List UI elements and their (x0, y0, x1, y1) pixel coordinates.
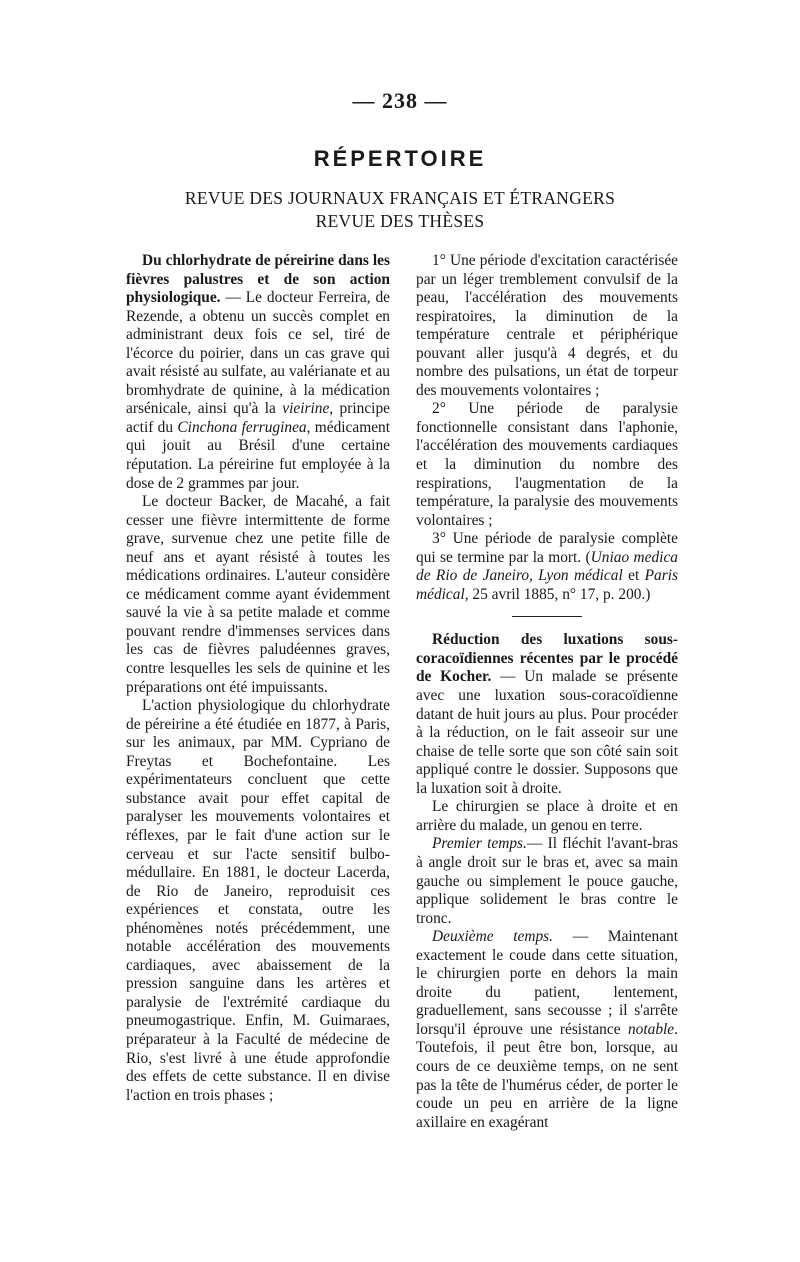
section-heading: RÉPERTOIRE (313, 146, 487, 171)
step-label: Deuxième temps. (432, 928, 554, 946)
list-item: 2° Une période de paralysie fonctionnelle consistant dans l'aphonie, l'accélération des mouvements cardiaques et la diminution du nombre des respirations, l'augmentation de la température, la paralysie des mouvements volontaires ; (416, 400, 678, 529)
article-paragraph (416, 835, 678, 928)
list-item-text: 3° Une période de paralysie complète qui se termine par la mort. ( (416, 530, 678, 566)
article-text: — Il fléchit l'avant-bras à angle droit sur le bras et, avec sa main gauche ou simplement le pouce gauche, applique solidement le bras contre le tronc. (416, 835, 678, 927)
subheading-journals: REVUE DES JOURNAUX FRANÇAIS ET ÉTRANGERS (184, 188, 616, 208)
citation-journal: Paris médical (416, 567, 678, 603)
article-text: — Un malade se présente avec une luxation sous-coracoïdienne datant de huit jours au plus. Pour procéder à la réduction, on le fait asseoir sur une chaise de telle sorte que son côté sain soit appliqué contre le dossier. Supposons que la luxation soit à droite. (416, 668, 678, 797)
citation-journal: Uniao medica de Rio de Janeiro, Lyon médical (416, 548, 678, 585)
italic-term: Cinchona ferruginea (177, 418, 307, 436)
right-column (416, 252, 678, 1132)
article-text: . Toutefois, il peut être bon, lorsque, au cours de ce deuxième temps, on ne sent pas la tête de l'humérus céder, de porter le coude un peu en arrière de la ligne axillaire en exagérant (416, 1020, 678, 1131)
article-paragraph: Le chirurgien se place à droite et en arrière du malade, un genou en terre. (416, 798, 678, 834)
article-paragraph (126, 252, 390, 493)
article-title: Du chlorhydrate de péreirine dans les fièvres palustres et de son action physiologique. (126, 252, 390, 307)
article-text: — Le docteur Ferreira, de Rezende, a obtenu un succès complet en administrant deux fois ce sel, tiré de l'écorce du poirier, dans un cas grave qui avait résisté au sulfate, au valérianate et au bromhydrate de quinine, à la médication arsénicale, ainsi qu'à la (126, 289, 390, 418)
italic-term: vieirine (282, 400, 330, 418)
left-column (126, 252, 390, 1105)
section-divider (512, 616, 582, 617)
step-label: Premier temps. (432, 835, 527, 853)
article-paragraph (416, 631, 678, 798)
list-item-text: , 25 avril 1885, n° 17, p. 200.) (464, 585, 651, 603)
page-number: — 238 — (352, 88, 448, 113)
article-title: Réduction des luxations sous-coracoïdiennes récentes par le procédé de Kocher. (416, 631, 678, 686)
article-text: — Maintenant exactement le coude dans cette situation, le chirurgien porte en dehors la main droite du patient, lentement, graduellement, sans secousse ; il s'arrête lorsqu'il éprouve une résistance (416, 928, 678, 1038)
list-item: 1° Une période d'excitation caractérisée par un léger tremblement convulsif de la peau, l'accélération des mouvements respiratoires, la diminution de la température centrale et périphérique pouvant aller jusqu'à 4 degrés, et du nombre des pulsations, un état de torpeur des mouvements volontaires ; (416, 252, 678, 399)
article-text: , principe actif du (126, 400, 390, 436)
italic-term: notable (627, 1020, 675, 1038)
subheading-theses: REVUE DES THÈSES (315, 211, 485, 231)
article-paragraph (416, 928, 678, 1132)
list-item-text: et (622, 567, 645, 585)
article-paragraph: L'action physiologique du chlorhydrate de péreirine a été étudiée en 1877, à Paris, sur les animaux, par MM. Cypriano de Freytas et Bochefontaine. Les expérimentateurs concluent que cette substance avait pour effet capital de paralyser les mouvements volontaires et réflexes, par le fait d'une action sur le cerveau et sur l'acte sensitif bulbo-médullaire. En 1881, le docteur Lacerda, de Rio de Janeiro, reproduisit ces expériences et constata, outre les phénomènes notés précédemment, une notable accélération des mouvements cardiaques, avec abaissement de la pression sanguine dans les artères et paralysie de l'extrémité cardiaque du pneumogastrique. Enfin, M. Guimaraes, préparateur à la Faculté de médecine de Rio, s'est livré à une étude approfondie des effets de cette substance. Il en divise l'action en trois phases ; (126, 697, 390, 1104)
list-item (416, 530, 678, 604)
article-paragraph: Le docteur Backer, de Macahé, a fait cesser une fièvre intermittente de forme grave, survenue chez une petite fille de neuf ans et ayant résisté à toutes les médications ordinaires. L'auteur considère ce médicament comme ayant évidemment sauvé la vie à sa petite malade et comme pouvant rendre d'immenses services dans les cas de fièvres paludéennes graves, contre lesquelles les sels de quinine et les préparations ont été impuissants. (126, 493, 390, 696)
article-text: , médicament qui jouit au Brésil d'une certaine réputation. La péreirine fut employée à la dose de 2 grammes par jour. (126, 418, 390, 492)
